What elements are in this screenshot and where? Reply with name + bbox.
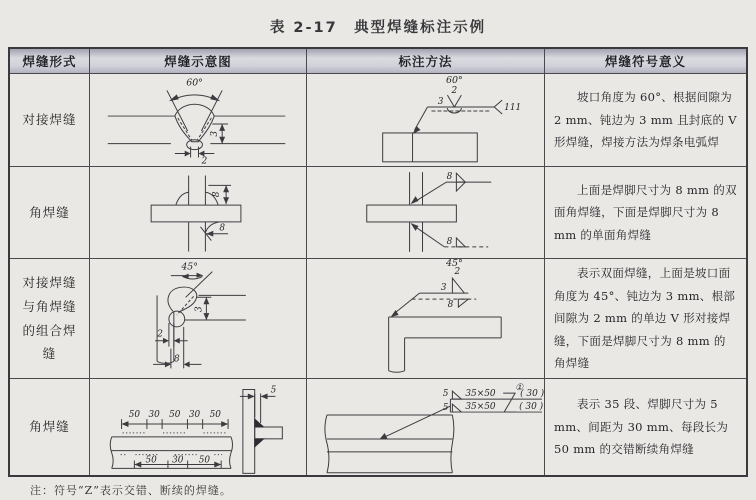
row2-meaning-cell [545, 167, 746, 259]
row3-schematic-cell [90, 259, 307, 379]
butt-weld-marking-diagram [307, 74, 544, 167]
marking-top-leg-label: 8 [446, 171, 453, 182]
butt-weld-schematic-diagram [90, 74, 306, 167]
marking-gap-label: 2 [451, 85, 458, 96]
row4-form-label: 角焊缝 [10, 379, 90, 475]
marking-blunt-label: 3 [440, 282, 447, 293]
header-symbol-meaning: 焊缝符号意义 [545, 49, 746, 74]
fillet-weld-schematic-diagram [90, 167, 306, 259]
top-seg-dim-4: 30 [188, 410, 201, 421]
marking-blunt-label: 3 [437, 96, 444, 107]
row3-meaning-cell [545, 259, 746, 379]
blunt-edge-dim: 3 [194, 305, 205, 312]
combined-weld-schematic-diagram [90, 259, 306, 379]
marking-angle-label: 45° [445, 259, 463, 269]
row1-meaning-cell [545, 74, 746, 167]
footnote-ref-mark: ① [515, 383, 524, 394]
table-footnote: 注：符号“Z”表示交错、断续的焊缝。 [30, 484, 232, 497]
bottom-seg-dim-2: 30 [172, 455, 184, 466]
row4-meaning-text: 表示 35 段、焊脚尺寸为 5 mm、间距为 30 mm、每段长为 50 mm 的交错断续角焊缝 [554, 397, 729, 457]
root-gap-dim: 2 [201, 155, 208, 166]
fillet-weld-marking-diagram [307, 167, 544, 259]
page-title: 表 2-17 典型焊缝标注示例 [269, 20, 487, 36]
top-leg-dim: 8 [212, 190, 223, 197]
row2-marking-cell [307, 167, 545, 259]
top-seg-dim-5: 50 [209, 410, 221, 421]
blunt-edge-dim: 3 [210, 130, 221, 137]
root-gap-dim: 2 [157, 329, 163, 340]
row4-meaning-cell [545, 379, 746, 475]
header-weld-schematic: 焊缝示意图 [90, 49, 307, 74]
marking-pitch-top: ( 30 ) [520, 389, 544, 400]
row2-meaning-text: 上面是焊脚尺寸为 8 mm 的双面角焊缝，下面是焊脚尺寸为 8 mm 的单面角焊缝 [554, 182, 737, 242]
marking-leg-bottom: 5 [442, 403, 449, 414]
row2-form-label: 角焊缝 [10, 167, 90, 259]
intermittent-fillet-schematic-diagram [90, 379, 306, 475]
top-seg-dim-2: 30 [148, 410, 160, 421]
side-leg-dim: 5 [270, 385, 277, 396]
row3-marking-cell [307, 259, 545, 379]
bottom-seg-dim-3: 50 [198, 455, 211, 466]
bevel-angle-label: 45° [181, 261, 198, 273]
row1-meaning-text: 坡口角度为 60°、根据间隙为 2 mm、钝边为 3 mm 且封底的 V 形焊缝，焊接方法为焊条电弧焊 [554, 90, 737, 150]
welding-method-code: 111 [504, 102, 522, 113]
header-marking-method: 标注方法 [307, 49, 545, 74]
weld-notation-table [8, 47, 748, 477]
marking-angle-label: 60° [445, 74, 463, 86]
row1-marking-cell [307, 74, 545, 167]
bottom-seg-dim-1: 50 [145, 455, 157, 466]
top-seg-dim-1: 50 [128, 410, 141, 421]
header-weld-form: 焊缝形式 [10, 49, 90, 74]
row1-schematic-cell [90, 74, 307, 167]
marking-seg-top: 35×50 [465, 389, 496, 400]
groove-angle-label: 60° [186, 76, 203, 88]
row3-meaning-text: 表示双面焊缝，上面是坡口面角度为 45°、钝边为 3 mm、根部间隙为 2 mm 的单边 V 形对接焊缝，下面是焊脚尺寸为 8 mm 的角焊缝 [554, 266, 736, 371]
marking-leg-top: 5 [442, 389, 449, 400]
row1-form-label: 对接焊缝 [10, 74, 90, 167]
row2-schematic-cell [90, 167, 307, 259]
row3-form-label: 对接焊缝与角焊缝的组合焊缝 [10, 259, 90, 379]
row4-marking-cell [307, 379, 545, 475]
marking-leg-label: 8 [447, 299, 454, 310]
marking-seg-bottom: 35×50 [465, 402, 496, 413]
row4-schematic-cell [90, 379, 307, 475]
top-seg-dim-3: 50 [169, 410, 181, 421]
intermittent-fillet-marking-diagram [307, 379, 544, 475]
bottom-leg-dim: 8 [219, 223, 225, 234]
combined-weld-marking-diagram [307, 259, 544, 379]
marking-gap-label: 2 [454, 266, 461, 277]
marking-bottom-leg-label: 8 [446, 236, 453, 247]
marking-pitch-bottom: ( 30 ) [519, 402, 544, 413]
fillet-leg-dim: 8 [173, 353, 180, 364]
